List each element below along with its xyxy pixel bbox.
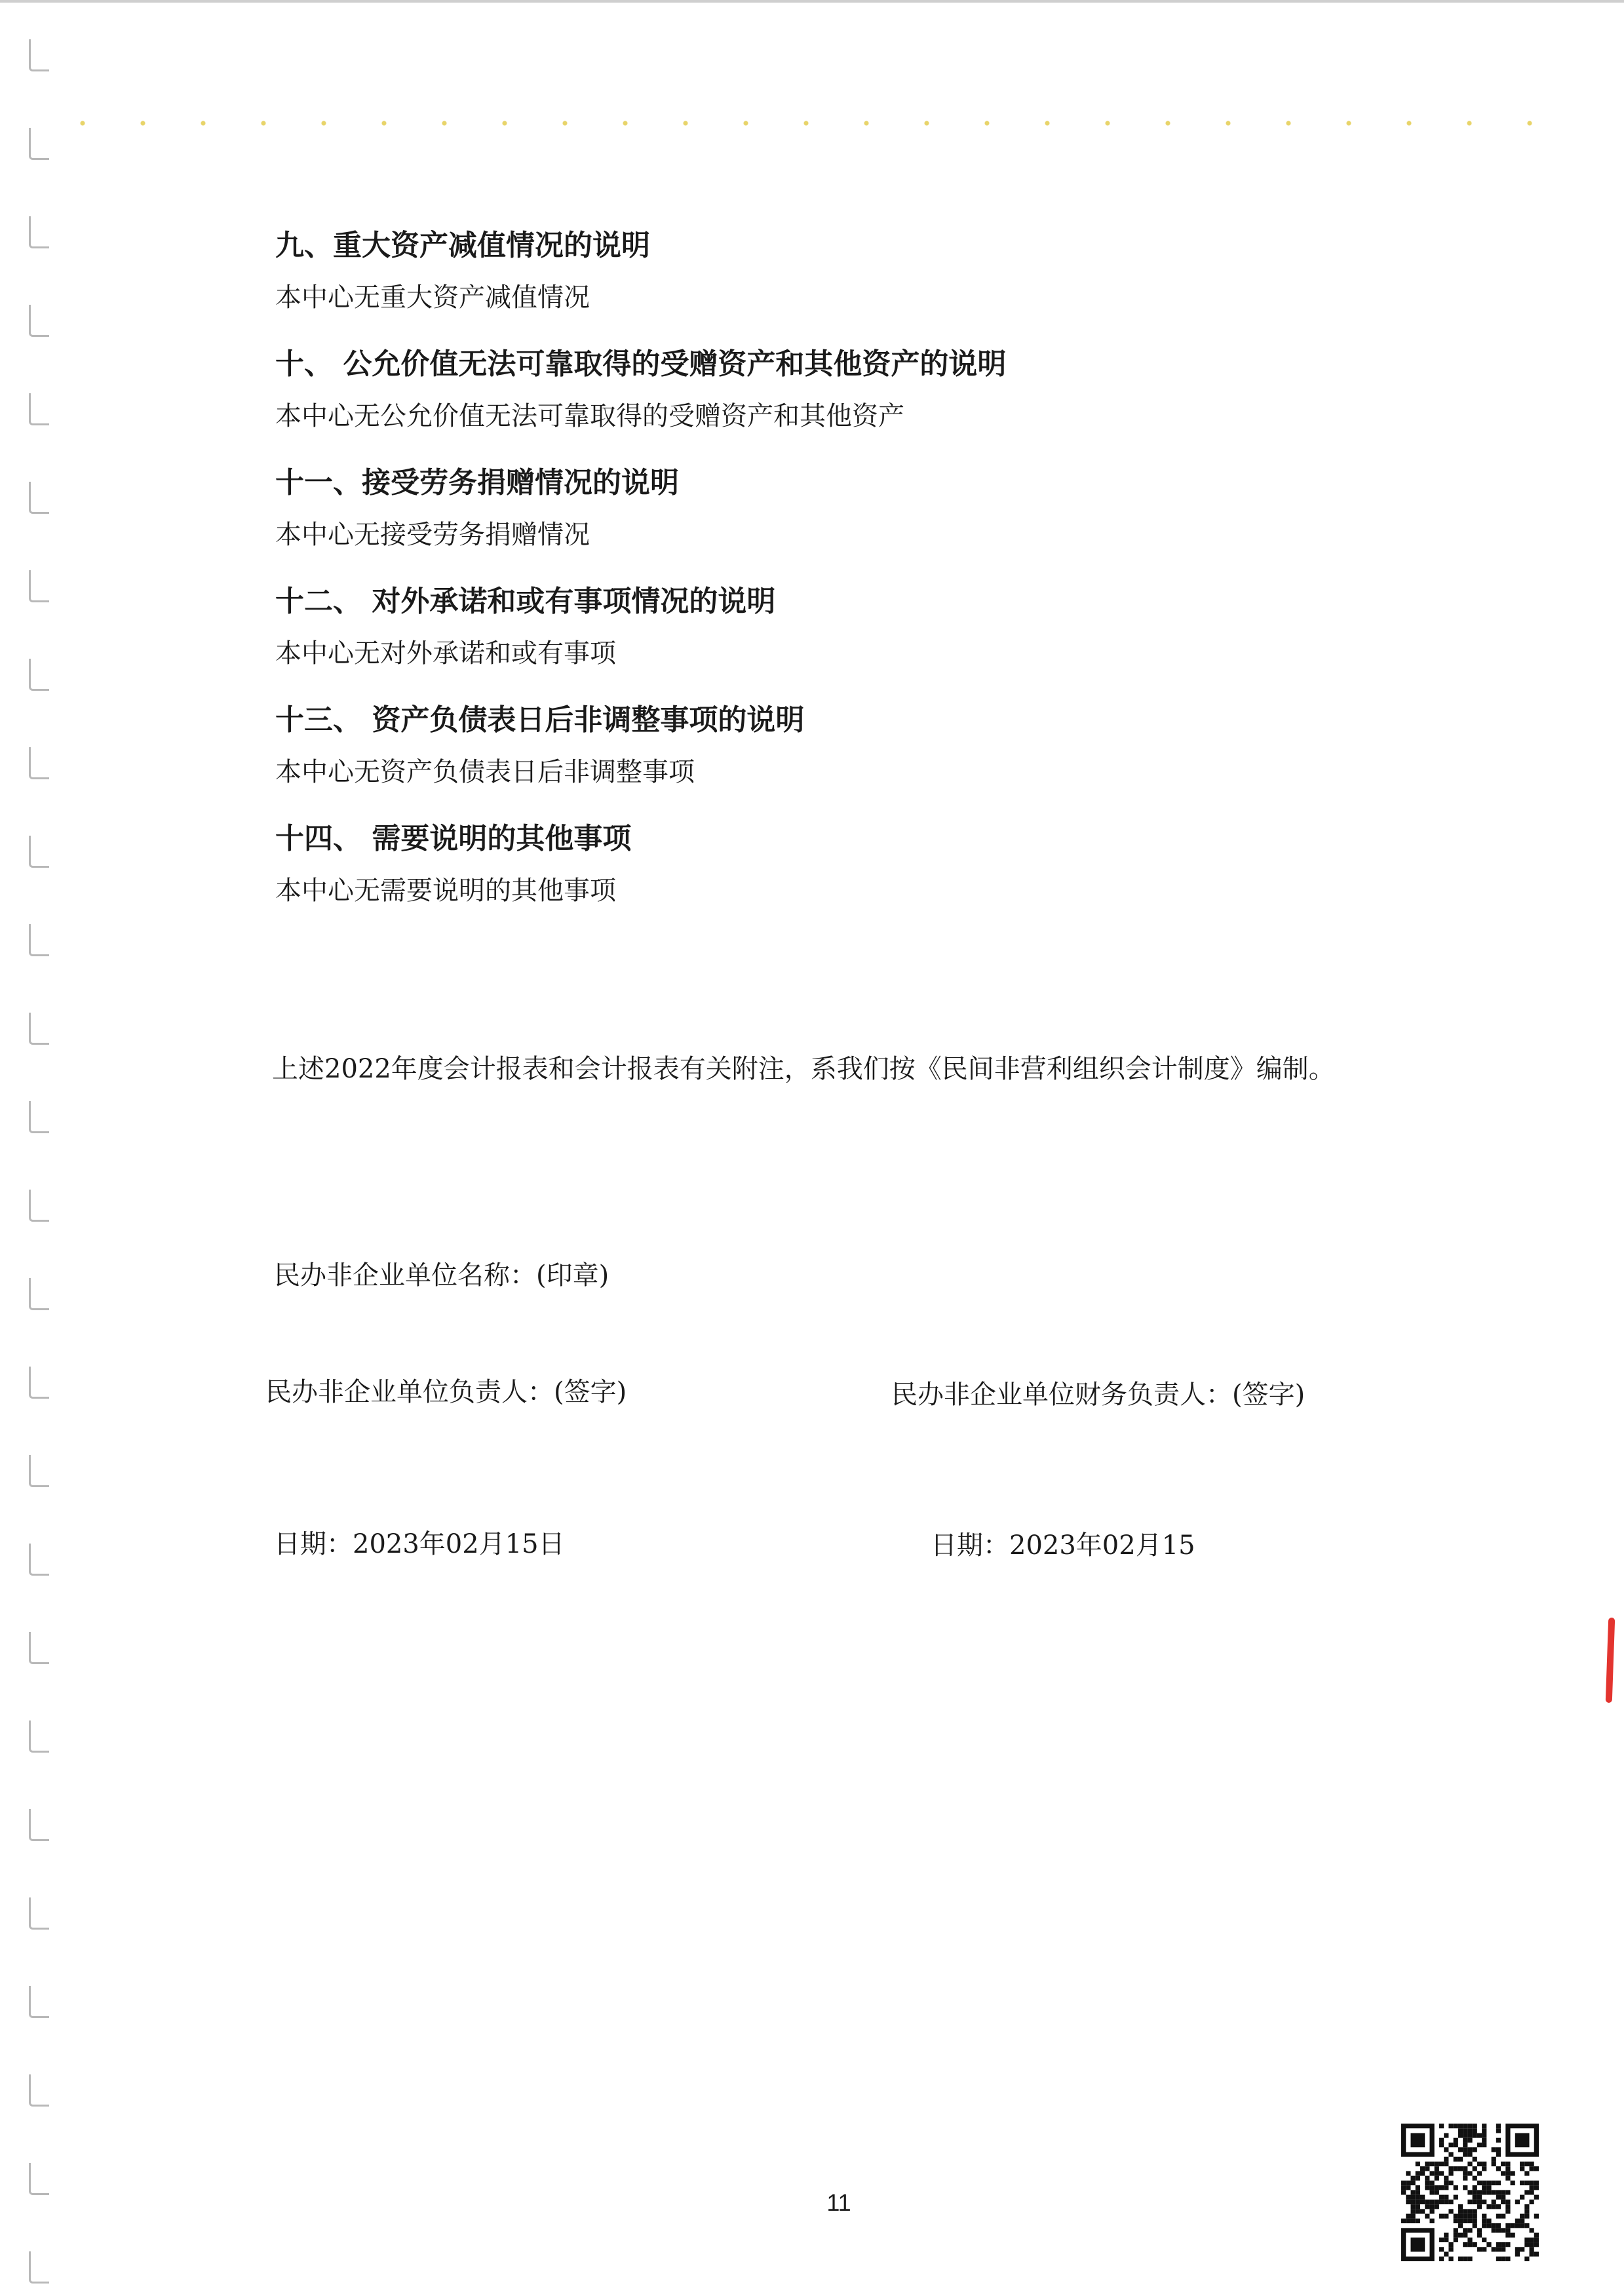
date-right: 日期：2023年02月15 <box>931 1530 1195 1561</box>
section-title: 十四、 需要说明的其他事项 <box>275 822 632 855</box>
page-number: 11 <box>826 2189 851 2216</box>
binding-tick <box>29 393 49 425</box>
section-title: 十一、接受劳务捐赠情况的说明 <box>275 466 679 499</box>
binding-tick <box>29 1897 49 1930</box>
binding-tick <box>29 1986 49 2018</box>
section-title: 九、重大资产减值情况的说明 <box>275 229 650 262</box>
section-body: 本中心无需要说明的其他事项 <box>275 876 616 906</box>
binding-tick <box>29 1632 49 1664</box>
binding-tick <box>29 39 49 71</box>
qr-code-icon <box>1401 2124 1539 2261</box>
binding-tick <box>29 1101 49 1133</box>
section-title: 十二、 对外承诺和或有事项情况的说明 <box>275 585 776 618</box>
section-labor-donation <box>275 463 1520 551</box>
binding-tick <box>29 305 49 337</box>
binding-tick <box>29 836 49 868</box>
binding-tick <box>29 659 49 691</box>
section-other-matters <box>275 819 1520 907</box>
binding-tick <box>29 482 49 514</box>
head-signature-label: 民办非企业单位负责人：(签字) <box>265 1377 627 1407</box>
finance-head-signature-label: 民办非企业单位财务负责人：(签字) <box>891 1380 1305 1410</box>
preparation-statement: 上述2022年度会计报表和会计报表有关附注，系我们按《民间非营利组织会计制度》编制。 <box>272 1054 1335 1084</box>
section-title: 十三、 资产负债表日后非调整事项的说明 <box>275 703 805 737</box>
date-left: 日期：2023年02月15日 <box>274 1529 565 1559</box>
dotted-guide-line <box>52 121 1586 126</box>
binding-tick <box>29 128 49 160</box>
binding-tick <box>29 1720 49 1753</box>
binding-marks <box>29 0 48 2294</box>
org-name-seal-label: 民办非企业单位名称：(印章) <box>274 1260 609 1291</box>
binding-tick <box>29 1544 49 1576</box>
section-donated-assets <box>275 345 1520 433</box>
section-post-balance-events <box>275 701 1520 788</box>
binding-tick <box>29 1013 49 1045</box>
binding-tick <box>29 924 49 956</box>
section-body: 本中心无接受劳务捐赠情况 <box>275 520 590 550</box>
binding-tick <box>29 2163 49 2195</box>
binding-tick <box>29 216 49 248</box>
section-body: 本中心无资产负债表日后非调整事项 <box>275 757 695 787</box>
section-impairment <box>275 226 1520 314</box>
scan-top-edge <box>0 0 1624 3</box>
binding-tick <box>29 747 49 779</box>
section-body: 本中心无重大资产减值情况 <box>275 282 590 313</box>
binding-tick <box>29 2074 49 2107</box>
section-body: 本中心无公允价值无法可靠取得的受赠资产和其他资产 <box>275 401 904 431</box>
binding-tick <box>29 570 49 602</box>
red-pen-mark <box>1606 1618 1615 1703</box>
section-commitments <box>275 582 1520 670</box>
binding-tick <box>29 1455 49 1487</box>
binding-tick <box>29 1278 49 1310</box>
binding-tick <box>29 1367 49 1399</box>
binding-tick <box>29 2251 49 2284</box>
notes-content <box>275 226 1520 938</box>
section-body: 本中心无对外承诺和或有事项 <box>275 638 616 669</box>
section-title: 十、 公允价值无法可靠取得的受赠资产和其他资产的说明 <box>275 347 1007 381</box>
binding-tick <box>29 1190 49 1222</box>
binding-tick <box>29 1809 49 1841</box>
